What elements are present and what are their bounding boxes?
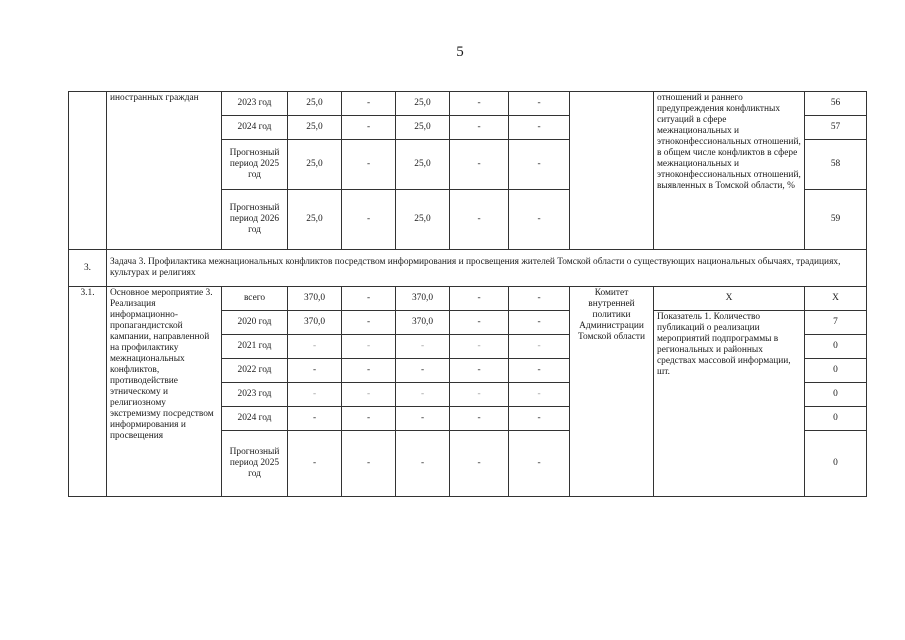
value-cell: -: [342, 311, 396, 335]
value-cell: -: [342, 335, 396, 359]
total-cell: 25,0: [288, 92, 342, 116]
indicator-total-cell: Х: [654, 287, 805, 311]
total-cell: -: [288, 383, 342, 407]
value-cell: -: [450, 359, 509, 383]
total-cell: 25,0: [288, 190, 342, 250]
year-cell: 2024 год: [222, 407, 288, 431]
total-cell: -: [288, 359, 342, 383]
total-cell: 370,0: [288, 287, 342, 311]
total-cell: -: [288, 431, 342, 497]
total-cell: -: [288, 407, 342, 431]
value-cell: 370,0: [396, 287, 450, 311]
year-cell: 2023 год: [222, 383, 288, 407]
value-cell: -: [509, 383, 570, 407]
value-cell: 25,0: [396, 140, 450, 190]
value-cell: -: [396, 335, 450, 359]
value-cell: -: [509, 407, 570, 431]
value-cell: -: [509, 116, 570, 140]
value-cell: -: [509, 431, 570, 497]
indicator-value-cell: 0: [805, 383, 867, 407]
value-cell: -: [342, 287, 396, 311]
year-cell: 2023 год: [222, 92, 288, 116]
page-number: 5: [456, 44, 464, 60]
row-number-cell: 3.1.: [69, 287, 107, 497]
program-table: [68, 91, 867, 497]
value-cell: -: [509, 190, 570, 250]
indicator-value-cell: 59: [805, 190, 867, 250]
activity-name-cell: иностранных граждан: [107, 92, 222, 250]
year-cell: 2024 год: [222, 116, 288, 140]
value-cell: -: [509, 140, 570, 190]
value-cell: -: [450, 311, 509, 335]
value-cell: -: [396, 383, 450, 407]
value-cell: -: [450, 190, 509, 250]
indicator-value-cell: 56: [805, 92, 867, 116]
value-cell: -: [342, 140, 396, 190]
year-cell: 2022 год: [222, 359, 288, 383]
year-cell: 2021 год: [222, 335, 288, 359]
indicator-value-cell: 7: [805, 311, 867, 335]
total-cell: -: [288, 335, 342, 359]
value-cell: 370,0: [396, 311, 450, 335]
value-cell: -: [509, 92, 570, 116]
indicator-value-cell: 0: [805, 407, 867, 431]
year-cell: Прогнозный период 2025 год: [222, 140, 288, 190]
value-cell: -: [509, 335, 570, 359]
year-cell: 2020 год: [222, 311, 288, 335]
row-number-cell: [69, 92, 107, 250]
total-cell: 25,0: [288, 116, 342, 140]
value-cell: -: [450, 407, 509, 431]
total-cell: 25,0: [288, 140, 342, 190]
activity-name-cell: Основное мероприятие 3. Реализация информационно-пропагандистской кампании, направленной на профилактику межнациональных конфликтов, противодействие этническому и религиозному экстремизму посредством информирования и просвещения: [107, 287, 222, 497]
indicator-value-cell: 57: [805, 116, 867, 140]
total-cell: 370,0: [288, 311, 342, 335]
year-cell: Прогнозный период 2025 год: [222, 431, 288, 497]
value-cell: -: [342, 359, 396, 383]
value-cell: -: [342, 92, 396, 116]
year-cell: Прогнозный период 2026 год: [222, 190, 288, 250]
executor-cell: [570, 92, 654, 250]
indicator-value-cell: Х: [805, 287, 867, 311]
value-cell: 25,0: [396, 92, 450, 116]
value-cell: -: [342, 431, 396, 497]
table-row: [69, 92, 867, 116]
value-cell: -: [450, 431, 509, 497]
indicator-value-cell: 58: [805, 140, 867, 190]
value-cell: -: [450, 116, 509, 140]
value-cell: -: [509, 359, 570, 383]
indicator-cell: Показатель 1. Количество публикаций о реализации мероприятий подпрограммы в региональных и районных средствах массовой информации, шт.: [654, 311, 805, 497]
value-cell: -: [509, 287, 570, 311]
indicator-value-cell: 0: [805, 335, 867, 359]
value-cell: -: [342, 190, 396, 250]
value-cell: 25,0: [396, 116, 450, 140]
year-cell: всего: [222, 287, 288, 311]
value-cell: -: [450, 92, 509, 116]
value-cell: -: [396, 431, 450, 497]
executor-cell: Комитет внутренней политики Администрации Томской области: [570, 287, 654, 497]
value-cell: -: [450, 287, 509, 311]
value-cell: -: [396, 407, 450, 431]
task-number-cell: 3.: [69, 250, 107, 287]
value-cell: -: [509, 311, 570, 335]
value-cell: -: [450, 140, 509, 190]
indicator-value-cell: 0: [805, 359, 867, 383]
value-cell: -: [342, 116, 396, 140]
indicator-cell: отношений и раннего предупреждения конфликтных ситуаций в сфере межнациональных и этноконфессиональных отношений, в общем числе конфликтов в сфере межнациональных и этноконфессиональных отношений, выявленных в Томской области, %: [654, 92, 805, 250]
value-cell: -: [450, 335, 509, 359]
value-cell: -: [342, 407, 396, 431]
value-cell: -: [450, 383, 509, 407]
indicator-value-cell: 0: [805, 431, 867, 497]
value-cell: 25,0: [396, 190, 450, 250]
table-row: [69, 287, 867, 311]
task-description-cell: Задача 3. Профилактика межнациональных конфликтов посредством информирования и просвещения жителей Томской области о существующих национальных обычаях, традициях, культурах и религиях: [107, 250, 867, 287]
value-cell: -: [396, 359, 450, 383]
task-row: [69, 250, 867, 287]
value-cell: -: [342, 383, 396, 407]
